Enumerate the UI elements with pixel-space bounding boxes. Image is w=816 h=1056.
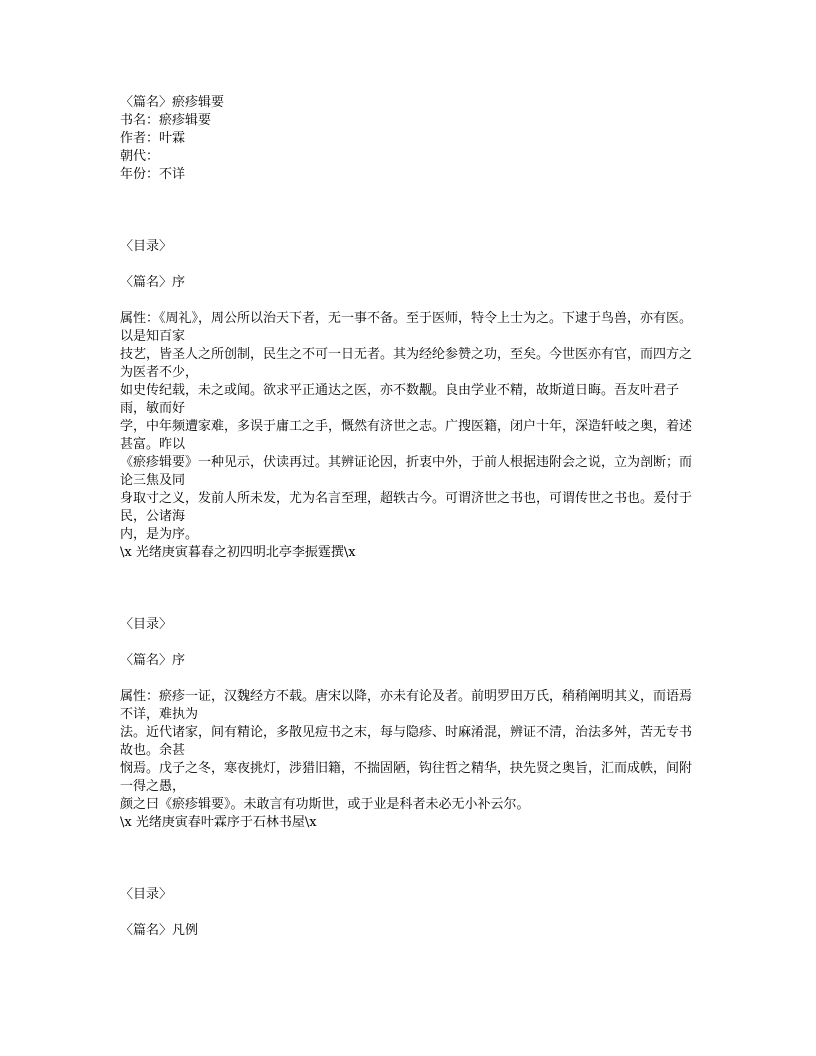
book-name: 书名：瘀疹辑要 — [120, 113, 212, 128]
section-title: 〈篇名〉序 — [120, 653, 186, 668]
author: 作者：叶霖 — [120, 131, 186, 146]
section-preface-2 — [120, 616, 700, 832]
document-page — [120, 94, 700, 940]
body-line: 技艺，皆圣人之所创制，民生之不可一日无者。其为经纶参赞之功，至矣。今世医亦有官，而四方之为医者不少， — [120, 347, 693, 380]
dynasty: 朝代： — [120, 149, 160, 164]
body-line: 法。近代诸家，间有精论，多散见痘书之末，每与隐疹、时麻淆混，辨证不清，治法多舛，苦无专书故也。余甚 — [120, 725, 693, 758]
year: 年份：不详 — [120, 167, 186, 182]
body-line: 学，中年频遭家难，多误于庸工之手，慨然有济世之志。广搜医籍，闭户十年，深造轩岐之奥，着述甚富。昨以 — [120, 419, 693, 452]
toc-label: 〈目录〉 — [120, 887, 173, 902]
body-line: 内，是为序。 — [120, 527, 199, 542]
section-preface-1 — [120, 238, 700, 562]
body-line: 如史传纪载，未之或闻。欲求平正通达之医，亦不数觏。良由学业不精，故斯道日晦。吾友叶君子雨，敏而好 — [120, 383, 680, 416]
toc-label: 〈目录〉 — [120, 617, 173, 632]
document-header — [120, 94, 700, 184]
body-line: 身取寸之义，发前人所未发，尤为名言至理，超轶古今。可谓济世之书也，可谓传世之书也。爰付于民，公诸海 — [120, 491, 693, 524]
body-line: 属性：《周礼》，周公所以治天下者，无一事不备。至于医师，特令上士为之。下逮于鸟兽，亦有医。以是知百家 — [120, 311, 693, 344]
body-line: 《瘀疹辑要》一种见示，伏读再过。其辨证论因，折衷中外，于前人根据违附会之说，立为剖断；而论三焦及同 — [120, 455, 693, 488]
body-line: 悯焉。戊子之冬，寒夜挑灯，涉猎旧籍，不揣固陋，钩往哲之精华，抉先贤之奥旨，汇而成帙，间附一得之愚， — [120, 761, 693, 794]
body-line: 属性：瘀疹一证，汉魏经方不载。唐宋以降，亦未有论及者。前明罗田万氏，稍稍阐明其义，而语焉不详，难执为 — [120, 689, 693, 722]
signature: \x 光绪庚寅春叶霖序于石林书屋\x — [120, 815, 317, 830]
section-title: 〈篇名〉序 — [120, 275, 186, 290]
section-fanli — [120, 886, 700, 940]
header-title-line: 〈篇名〉瘀疹辑要 — [120, 95, 225, 110]
signature: \x 光绪庚寅暮春之初四明北亭李振霆撰\x — [120, 545, 356, 560]
toc-label: 〈目录〉 — [120, 239, 173, 254]
body-line: 颜之曰《瘀疹辑要》。未敢言有功斯世，或于业是科者未必无小补云尔。 — [120, 797, 530, 812]
section-title: 〈篇名〉凡例 — [120, 923, 199, 938]
